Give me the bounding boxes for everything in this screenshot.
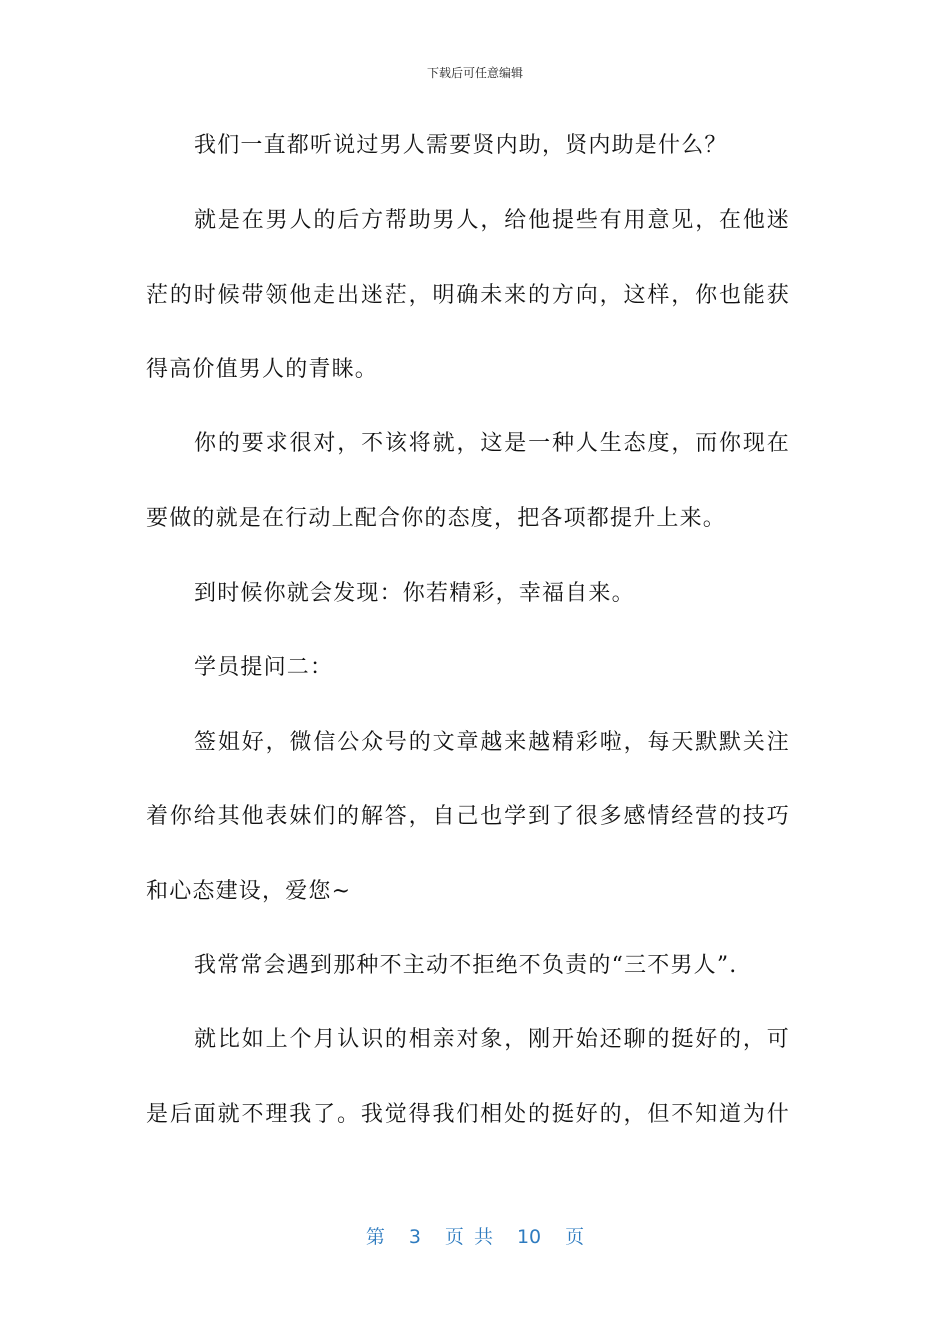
paragraph-line: 到时候你就会发现：你若精彩，幸福自来。 bbox=[194, 581, 635, 606]
paragraph-line: 要做的就是在行动上配合你的态度，把各项都提升上来。 bbox=[146, 506, 727, 531]
page-header: 下载后可任意编辑 bbox=[426, 66, 523, 80]
footer-prefix: 第 bbox=[365, 1226, 385, 1248]
page-footer bbox=[0, 1222, 950, 1249]
footer-suffix: 页 bbox=[565, 1226, 585, 1248]
paragraph-line: 得高价值男人的青睐。 bbox=[146, 357, 379, 382]
total-page-count: 10 bbox=[516, 1226, 542, 1248]
paragraph-line: 和心态建设，爱您~ bbox=[146, 879, 352, 904]
paragraph-line: 就是在男人的后方帮助男人，给他提些有用意见，在他迷 bbox=[194, 208, 790, 233]
paragraph-line: 我们一直都听说过男人需要贤内助，贤内助是什么？ bbox=[194, 133, 728, 158]
paragraph-line: 茫的时候带领他走出迷茫，明确未来的方向，这样，你也能获 bbox=[146, 283, 790, 308]
paragraph-line: 是后面就不理我了。我觉得我们相处的挺好的，但不知道为什 bbox=[146, 1102, 790, 1127]
paragraph-line: 你的要求很对，不该将就，这是一种人生态度，而你现在 bbox=[194, 431, 790, 456]
paragraph-line: 签姐好，微信公众号的文章越来越精彩啦，每天默默关注 bbox=[194, 730, 790, 755]
paragraph-line: 我常常会遇到那种不主动不拒绝不负责的“三不男人”. bbox=[194, 953, 738, 978]
paragraph-line: 着你给其他表妹们的解答，自己也学到了很多感情经营的技巧 bbox=[146, 804, 790, 829]
paragraph-line: 学员提问二： bbox=[194, 655, 334, 680]
footer-middle: 页 共 bbox=[444, 1226, 493, 1248]
current-page-number: 3 bbox=[408, 1226, 421, 1248]
paragraph-line: 就比如上个月认识的相亲对象，刚开始还聊的挺好的，可 bbox=[194, 1027, 790, 1052]
